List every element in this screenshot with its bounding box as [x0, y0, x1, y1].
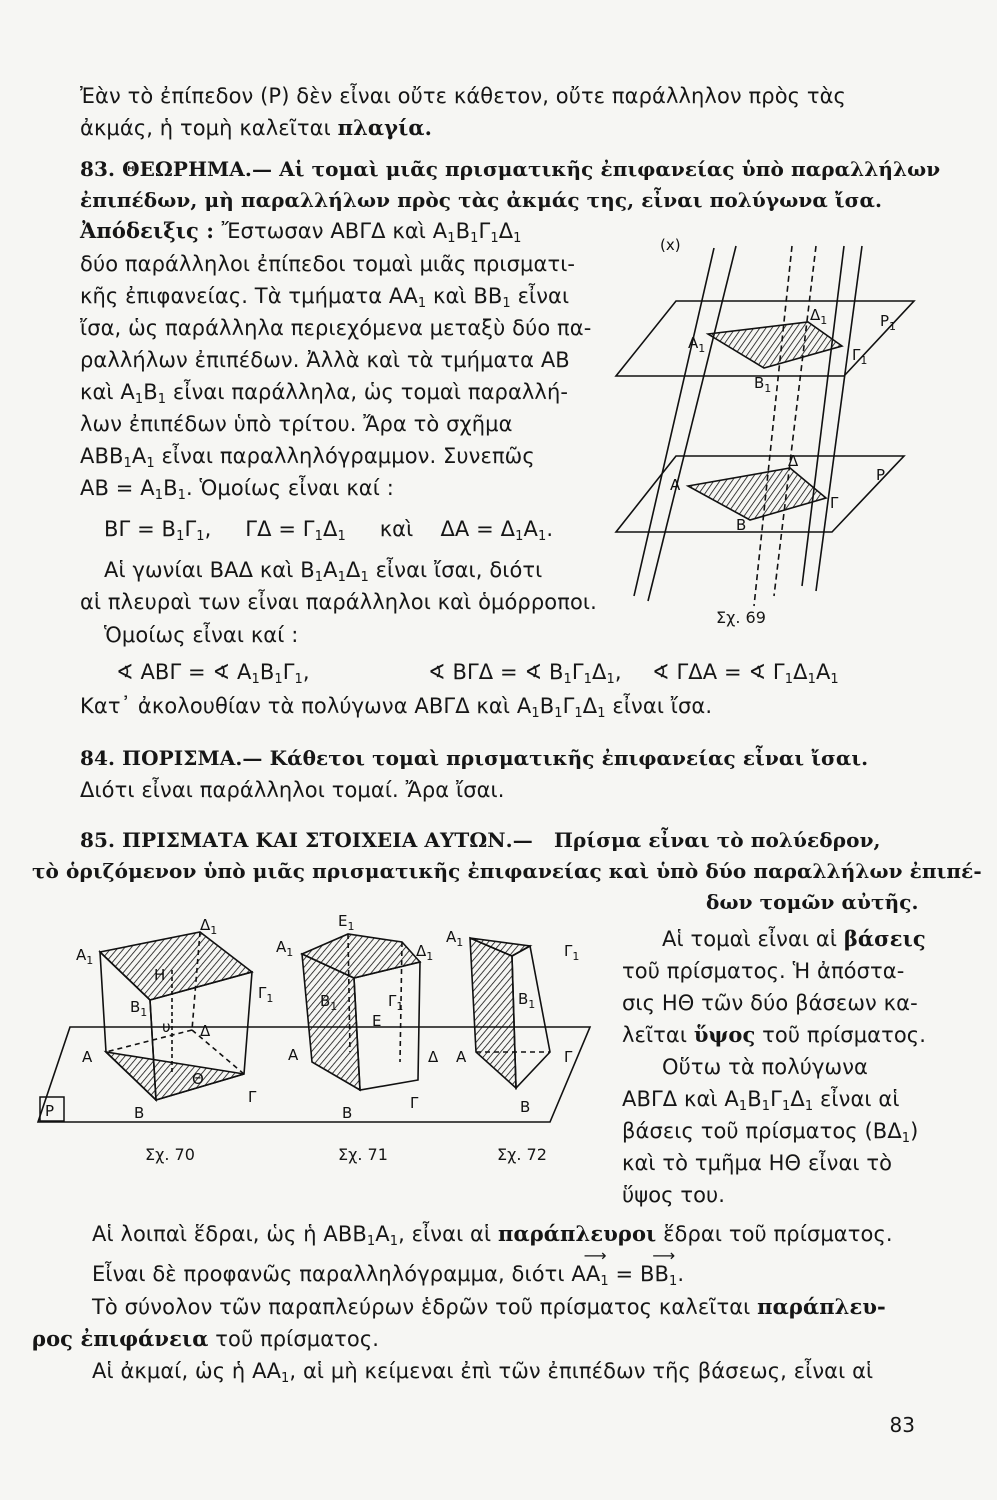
fig69-label-p1-letter: P [880, 312, 890, 330]
subscript: 1 [347, 920, 355, 933]
fig69-label-d: Δ [788, 452, 799, 470]
edge-line [648, 246, 736, 601]
angle-equality-2: ∢ ΒΓΔ = ∢ $B_1\Gamma_1\Delta_1$, [428, 660, 622, 687]
fig71-label-a1 [276, 938, 293, 959]
page-number: 83 [889, 1413, 915, 1437]
conclusion-text-b: εἶναι ἴσα. [605, 694, 713, 718]
angles-line-2: αἱ πλευραὶ των εἶναι παράλληλοι καὶ ὁμόρροποι. [80, 590, 597, 614]
fig71-label-g: Γ [410, 1094, 419, 1112]
term-bases: βάσεις [843, 926, 926, 951]
subscript: 1 [531, 706, 540, 721]
lateral-line-2 [92, 1246, 685, 1289]
proof-text-3c: εἶναι [510, 284, 570, 308]
fig71-label-d1 [416, 942, 433, 963]
subscript: 1 [807, 672, 816, 687]
lateral-line-3 [92, 1293, 886, 1321]
bases-line-5: Οὕτω τὰ πολύγωνα [662, 1055, 869, 1079]
subscript: 1 [314, 529, 323, 544]
intro-line-2-text: ἀκμάς, ἡ τομὴ καλεῖται [80, 116, 338, 140]
subscript: 1 [196, 529, 205, 544]
subscript: 1 [251, 672, 260, 687]
subscript: 1 [157, 392, 167, 407]
fig70-label-a1 [76, 946, 93, 967]
vector-equals: = [608, 1262, 640, 1286]
lateral-text-5: Αἱ ἀκμαί, ὡς ἡ ΑΑ [92, 1359, 282, 1383]
proof-label: Ἀπόδειξις : [80, 218, 222, 243]
fig71-label-d1-letter: Δ [416, 942, 427, 960]
fig69-label-p1 [880, 312, 896, 333]
vector-aa1-text: ΑΑ [571, 1262, 601, 1286]
lateral-text-4b: τοῦ πρίσματος. [208, 1327, 380, 1351]
subscript: 1 [426, 950, 434, 963]
fig69-label-a1 [688, 334, 705, 355]
bases-line-2: τοῦ πρίσματος. Ἡ ἀπόστα- [622, 959, 905, 983]
subscript: 1 [804, 1099, 814, 1114]
bases-text-7b: ) [910, 1119, 919, 1143]
fig72-label-a: A [456, 1048, 467, 1066]
subscript: 1 [574, 706, 583, 721]
term-lateral: παράπλευροι [497, 1221, 657, 1246]
subscript: 1 [134, 392, 144, 407]
fig71-label-e1 [338, 912, 354, 933]
subscript: 1 [860, 354, 868, 367]
fig71-face [354, 962, 420, 1090]
subscript: 1 [784, 672, 794, 687]
lateral-line-5 [92, 1357, 873, 1385]
subscript: 1 [597, 706, 606, 721]
term-lateral-surface-2: ρος ἐπιφάνεια [32, 1326, 209, 1351]
lateral-line-4 [32, 1325, 379, 1353]
proof-text-3: κῆς ἐπιφανείας. Τὰ τμήματα ΑΑ [80, 284, 418, 308]
fig70-label-b1-letter: B [130, 998, 141, 1016]
lateral-line-1: Αἱ λοιπαὶ ἕδραι, ὡς ἡ $ABB_1A_1$, εἶναι αἱ παράπλευροι ἕδραι τοῦ πρίσματος. [92, 1221, 893, 1249]
bases-line-7 [622, 1117, 918, 1145]
lower-section [688, 468, 826, 520]
fig70-label-b: B [134, 1104, 145, 1122]
subscript: 1 [123, 456, 132, 471]
corollary-84-number: 84. ΠΟΡΙΣΜΑ.— [80, 746, 263, 770]
angles-text-1b: εἶναι ἴσαι, διότι [368, 558, 543, 582]
bases-text-6b: εἶναι αἱ [813, 1087, 900, 1111]
fig70-label-g1-letter: Γ [258, 984, 267, 1002]
proof-line-7: λων ἐπιπέδων ὑπὸ τρίτου. Ἄρα τὸ σχῆμα [80, 412, 513, 436]
bases-text-6: ΑΒΓΔ καὶ Α [622, 1087, 739, 1111]
subscript: 1 [360, 570, 369, 585]
theorem-83-number: 83. ΘΕΩΡΗΜΑ.— [80, 157, 273, 181]
angle-equality-1: ∢ ΑΒΓ = ∢ $A_1B_1\Gamma_1$, [116, 660, 310, 687]
lateral-text-5b: , αἱ μὴ κείμεναι ἐπὶ τῶν ἐπιπέδων τῆς βάσεως, εἶναι αἱ [289, 1359, 874, 1383]
section-85-definition-1: Πρίσμα εἶναι τὸ πολύεδρον, [554, 828, 881, 852]
fig71-label-d: Δ [428, 1048, 439, 1066]
subscript: 1 [781, 1099, 791, 1114]
proof-line-5: ραλλήλων ἐπιπέδων. Ἀλλὰ καὶ τὰ τμήματα ΑΒ [80, 348, 570, 372]
eq-bg: ΒΓ = Β [104, 517, 177, 541]
proof-line-6: καὶ $A_1B_1$ εἶναι παράλληλα, ὡς τομαὶ παραλλή- [80, 380, 569, 407]
subscript: 1 [820, 314, 828, 327]
subscript: 1 [830, 672, 839, 687]
subscript: 1 [528, 998, 536, 1011]
subscript: 1 [600, 1274, 609, 1289]
fig69-label-b1-letter: B [754, 374, 765, 392]
term-plagia: πλαγία. [337, 115, 433, 140]
bases-line-1 [662, 925, 926, 953]
fig70-label-a: A [82, 1048, 93, 1066]
fig70-hidden-edge [106, 1030, 192, 1052]
fig70-label-g: Γ [248, 1088, 257, 1106]
proof-line-4: ἴσα, ὡς παράλληλα περιεχόμενα μεταξὺ δύο πα- [80, 316, 592, 340]
subscript: 1 [490, 231, 499, 246]
fig70-label-a1-letter: A [76, 946, 87, 964]
fig70-label-h: H [154, 966, 166, 984]
proof-text-8b: εἶναι παραλληλόγραμμον. Συνεπῶς [154, 444, 535, 468]
side-equalities: $B\Gamma = B_1\Gamma_1$, $\Gamma\Delta = \Gamma_1\Delta_1$ καὶ $\Delta A = \Delta_1A_1$. [104, 517, 554, 544]
section-85-definition-2: τὸ ὁριζόμενον ὑπὸ μιᾶς πρισματικῆς ἐπιφανείας καὶ ὑπὸ δύο παραλλήλων ἐπιπέ- [32, 859, 982, 883]
intro-line-1: Ἐὰν τὸ ἐπίπεδον (P) δὲν εἶναι οὔτε κάθετον, οὔτε παράλληλον πρὸς τὰς [80, 84, 846, 108]
fig71-label-a1-letter: A [276, 938, 287, 956]
fig69-label-d1-letter: Δ [810, 306, 821, 324]
angle-eq-3-text: ∢ ΓΔΑ = ∢ Γ [652, 660, 785, 684]
subscript: 1 [337, 570, 346, 585]
subscript: 1 [86, 954, 94, 967]
proof-line-9: $AB = A_1B_1$. Ὁμοίως εἶναι καί : [80, 476, 394, 503]
fig70-label-d1 [200, 916, 217, 937]
section-85-number: 85. ΠΡΙΣΜΑΤΑ ΚΑΙ ΣΤΟΙΧΕΙΑ ΑΥΤΩΝ.— [80, 828, 533, 852]
fig71-label-g1 [388, 992, 403, 1013]
vector-aa1 [571, 1246, 609, 1289]
subscript: 1 [210, 924, 218, 937]
subscript: 1 [417, 296, 427, 311]
subscript: 1 [889, 320, 897, 333]
edge-line [634, 248, 714, 596]
conclusion-line: Κατ᾽ ἀκολουθίαν τὰ πολύγωνα ΑΒΓΔ καὶ $A_1B_1\Gamma_1\Delta_1$ εἶναι ἴσα. [80, 694, 713, 721]
fig70-label-u: υ [162, 1018, 171, 1036]
section-85-definition-3: δων τομῶν αὐτῆς. [706, 890, 919, 914]
fig72-label-b1-letter: B [518, 990, 529, 1008]
subscript: 1 [266, 992, 274, 1005]
vector-arrow-icon: ⟶ [652, 1246, 676, 1265]
subscript: 1 [502, 296, 511, 311]
bases-text-4a: λεῖται [622, 1023, 694, 1047]
eq-da: ΔΑ = Δ [440, 517, 516, 541]
subscript: 1 [515, 529, 524, 544]
bases-text-7: βάσεις τοῦ πρίσματος (ΒΔ [622, 1119, 902, 1143]
subscript: 1 [177, 488, 186, 503]
fig69-label-b1 [754, 374, 771, 395]
bases-text-1: Αἱ τομαὶ εἶναι αἱ [662, 927, 844, 951]
subscript: 1 [389, 1234, 399, 1249]
angle-eq-2-text: ∢ ΒΓΔ = ∢ Β [428, 660, 564, 684]
fig70-label-p: P [45, 1102, 55, 1120]
subscript: 1 [563, 672, 572, 687]
angles-text-1: Αἱ γωνίαι ΒΑΔ καὶ Β [104, 558, 315, 582]
theorem-83-statement-2: ἐπιπέδων, μὴ παραλλήλων πρὸς τὰς ἀκμάς της, εἶναι πολύγωνα ἴσα. [80, 188, 883, 212]
term-lateral-surface-1: παράπλευ- [757, 1294, 886, 1319]
bases-line-4 [622, 1021, 926, 1049]
proof-line-2: δύο παράλληλοι ἐπίπεδοι τομαὶ μιᾶς πρισματι- [80, 252, 576, 276]
vector-bb1-text: ΒΒ [639, 1262, 669, 1286]
edge-line [754, 246, 792, 606]
subscript: 1 [537, 529, 547, 544]
figures-70-72-prisms [30, 912, 610, 1137]
subscript: 1 [456, 936, 464, 949]
subscript: 1 [140, 1006, 148, 1019]
subscript: 1 [396, 1000, 404, 1013]
proof-text-9b: . Ὁμοίως εἶναι καί : [185, 476, 394, 500]
corollary-84-heading [80, 744, 868, 772]
theorem-83-statement-1: Αἱ τομαὶ μιᾶς πρισματικῆς ἐπιφανείας ὑπὸ παραλλήλων [279, 157, 941, 181]
subscript: 1 [572, 950, 580, 963]
edge-line [774, 246, 816, 596]
angle-eq-1-text: ∢ ΑΒΓ = ∢ Α [116, 660, 252, 684]
subscript: 1 [513, 231, 522, 246]
fig71-label-e1-letter: E [338, 912, 348, 930]
lateral-text-2a: Εἶναι δὲ προφανῶς παραλληλόγραμμα, διότι [92, 1262, 572, 1286]
fig69-label-p: P [876, 466, 886, 484]
corollary-84-reason: Διότι εἶναι παράλληλοι τομαί. Ἄρα ἴσαι. [80, 778, 505, 802]
proof-text-9: ΑΒ = Α [80, 476, 155, 500]
similarly-line: Ὁμοίως εἶναι καί : [104, 623, 299, 647]
subscript: 1 [761, 1099, 771, 1114]
lateral-text-1b: , εἶναι αἱ [398, 1222, 498, 1246]
lateral-text-1d: ἕδραι τοῦ πρίσματος. [656, 1222, 893, 1246]
fig71-label-b: B [342, 1104, 353, 1122]
fig70-label-d: Δ [200, 1022, 211, 1040]
angle-equality-3: ∢ ΓΔΑ = ∢ $\Gamma_1\Delta_1A_1$ [652, 660, 839, 687]
subscript: 1 [764, 382, 772, 395]
bases-line-6: ΑΒΓΔ καὶ $A_1B_1\Gamma_1\Delta_1$ εἶναι αἱ [622, 1087, 900, 1114]
fig72-label-a1 [446, 928, 463, 949]
eq-and: καὶ [379, 517, 414, 541]
subscript: 1 [286, 946, 294, 959]
figure-71-caption: Σχ. 71 [338, 1145, 388, 1164]
figure-70-caption: Σχ. 70 [145, 1145, 195, 1164]
proof-line-8: $ABB_1A_1$ εἶναι παραλληλόγραμμον. Συνεπῶς [80, 444, 535, 471]
fig69-label-g: Γ [830, 494, 839, 512]
angles-line-1: Αἱ γωνίαι ΒΑΔ καὶ $B_1A_1\Delta_1$ εἶναι ἴσαι, διότι [104, 558, 543, 585]
section-85-heading [80, 826, 881, 854]
bases-line-8: καὶ τὸ τμῆμα ΗΘ εἶναι τὸ [622, 1151, 893, 1175]
proof-text-3b: καὶ ΒΒ [426, 284, 503, 308]
corollary-84-statement: Κάθετοι τομαὶ πρισματικῆς ἐπιφανείας εἶναι ἴσαι. [269, 746, 869, 770]
lateral-text-1a: Αἱ λοιπαὶ ἕδραι, ὡς ἡ ΑΒΒ [92, 1222, 367, 1246]
fig72-face [512, 946, 550, 1088]
proof-line-1: Ἀπόδειξις : Ἔστωσαν ΑΒΓΔ καὶ $A_1B_1\Gamma_1\Delta_1$ [80, 218, 522, 246]
fig72-label-b: B [520, 1098, 531, 1116]
intro-line-2 [80, 114, 432, 142]
fig69-label-a: A [670, 476, 681, 494]
fig72-label-g1-letter: Γ [564, 942, 573, 960]
subscript: 1 [330, 1000, 338, 1013]
fig72-face [470, 938, 516, 1088]
subscript: 1 [698, 342, 706, 355]
figure-69-prismatic-surface [604, 236, 920, 636]
vector-bb1 [639, 1246, 678, 1289]
subscript: 1 [738, 1099, 748, 1114]
subscript: 1 [146, 456, 155, 471]
subscript: 1 [281, 1371, 290, 1386]
subscript: 1 [901, 1131, 911, 1146]
bases-line-3: σις ΗΘ τῶν δύο βάσεων κα- [622, 991, 918, 1015]
fig69-label-a1-letter: A [688, 334, 699, 352]
lateral-text-3a: Τὸ σύνολον τῶν παραπλεύρων ἑδρῶν τοῦ πρίσματος καλεῖται [92, 1295, 758, 1319]
fig71-label-b1-letter: B [320, 992, 331, 1010]
fig69-label-g1 [852, 346, 867, 367]
subscript: 1 [583, 672, 593, 687]
subscript: 1 [606, 672, 615, 687]
proof-text-6b: εἶναι παράλληλα, ὡς τομαὶ παραλλή- [166, 380, 569, 404]
subscript: 1 [337, 529, 346, 544]
fig71-label-e: E [372, 1012, 382, 1030]
fig72-label-g: Γ [564, 1048, 573, 1066]
fig72-label-b1 [518, 990, 535, 1011]
fig70-bottom-base [106, 1052, 244, 1100]
fig70-label-d1-letter: Δ [200, 916, 211, 934]
upper-section [708, 322, 842, 368]
bases-line-9: ὕψος του. [622, 1183, 726, 1207]
fig70-top-base [100, 932, 252, 1000]
subscript: 1 [294, 672, 303, 687]
fig69-label-b: B [736, 516, 747, 534]
vector-arrow-icon: ⟶ [583, 1246, 607, 1265]
subscript: 1 [668, 1274, 678, 1289]
subscript: 1 [176, 529, 185, 544]
figure-72-caption: Σχ. 72 [497, 1145, 547, 1164]
fig69-label-d1 [810, 306, 827, 327]
subscript: 1 [447, 231, 456, 246]
fig71-label-g1-letter: Γ [388, 992, 397, 1010]
subscript: 1 [154, 488, 164, 503]
subscript: 1 [554, 706, 563, 721]
fig70-label-b1 [130, 998, 147, 1019]
conclusion-text: Κατ᾽ ἀκολουθίαν τὰ πολύγωνα ΑΒΓΔ καὶ Α [80, 694, 532, 718]
subscript: 1 [274, 672, 283, 687]
lateral-text-2b: . [677, 1262, 685, 1286]
subscript: 1 [314, 570, 324, 585]
eq-gd: ΓΔ = Γ [245, 517, 315, 541]
fig69-label-x: (x) [660, 236, 681, 254]
proof-text-8: ΑΒΒ [80, 444, 124, 468]
fig72-label-a1-letter: A [446, 928, 457, 946]
fig69-label-g1-letter: Γ [852, 346, 861, 364]
bases-text-4c: τοῦ πρίσματος. [755, 1023, 926, 1047]
subscript: 1 [366, 1234, 376, 1249]
fig70-label-th: Θ [192, 1070, 204, 1088]
figure-69-caption: Σχ. 69 [716, 608, 766, 627]
fig70-label-g1 [258, 984, 273, 1005]
fig72-label-g1 [564, 942, 579, 963]
proof-text-1: Ἔστωσαν ΑΒΓΔ καὶ Α [221, 219, 448, 243]
subscript: 1 [470, 231, 479, 246]
proof-line-3 [80, 282, 569, 310]
fig71-label-a: A [288, 1046, 299, 1064]
proof-text-6: καὶ Α [80, 380, 135, 404]
theorem-83-heading [80, 155, 940, 183]
term-height: ὕψος [693, 1022, 756, 1047]
